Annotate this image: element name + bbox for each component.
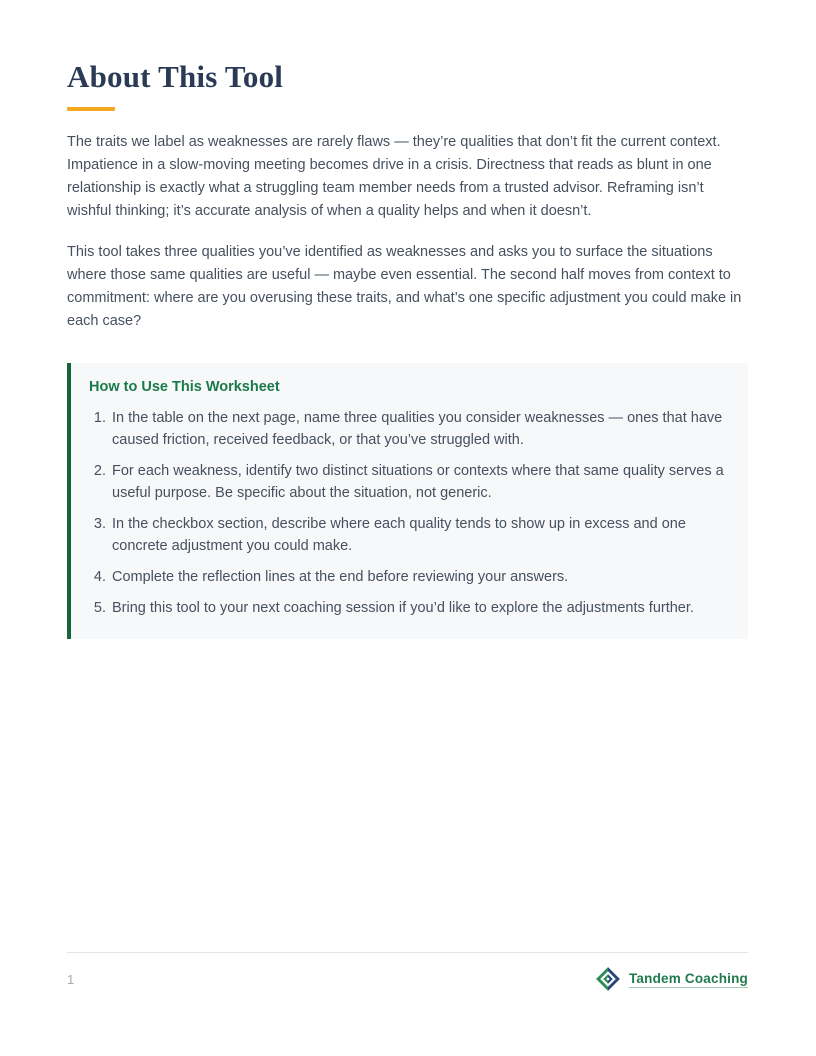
callout-heading: How to Use This Worksheet [89,379,280,396]
instruction-step-5: 5. Bring this tool to your next coaching session if you’d like to explore the adjustments further. [110,597,724,619]
page-title: About This Tool [67,59,284,94]
brand-link[interactable] [595,966,748,992]
instruction-step-1: 1. In the table on the next page, name three qualities you consider weaknesses — ones that have caused friction, received feedback, or that you’ve struggled with. [110,407,724,451]
instruction-step-2: 2. For each weakness, identify two distinct situations or contexts where that same quality serves a useful purpose. Be specific about the situation, not generic. [110,460,724,504]
instruction-step-3: 3. In the checkbox section, describe where each quality tends to show up in excess and one concrete adjustment you could make. [110,513,724,557]
brand-name: Tandem Coaching [628,970,748,986]
intro-paragraph-1: The traits we label as weaknesses are rarely flaws — they’re qualities that don’t fit the current context. Impatience in a slow-moving meeting becomes drive in a crisis. Directness that reads as blunt in one relationship is exactly what a struggling team member needs from a trusted advisor. Reframing isn’t wishful thinking; it’s accurate analysis of when a quality helps and when it doesn’t. [67,134,721,220]
tandem-logo-icon [595,966,621,992]
instructions-list [89,407,724,619]
page-footer [67,952,748,992]
instruction-step-4: 4. Complete the reflection lines at the end before reviewing your answers. [110,566,724,588]
title-accent-rule [67,107,115,111]
page-number: 1 [67,971,75,987]
intro-paragraph-2: This tool takes three qualities you’ve identified as weaknesses and asks you to surface the situations where those same qualities are useful — maybe even essential. The second half moves from context to commitment: where are you overusing these traits, and what’s one specific adjustment you could make in each case? [67,244,742,330]
how-to-callout [67,363,748,639]
